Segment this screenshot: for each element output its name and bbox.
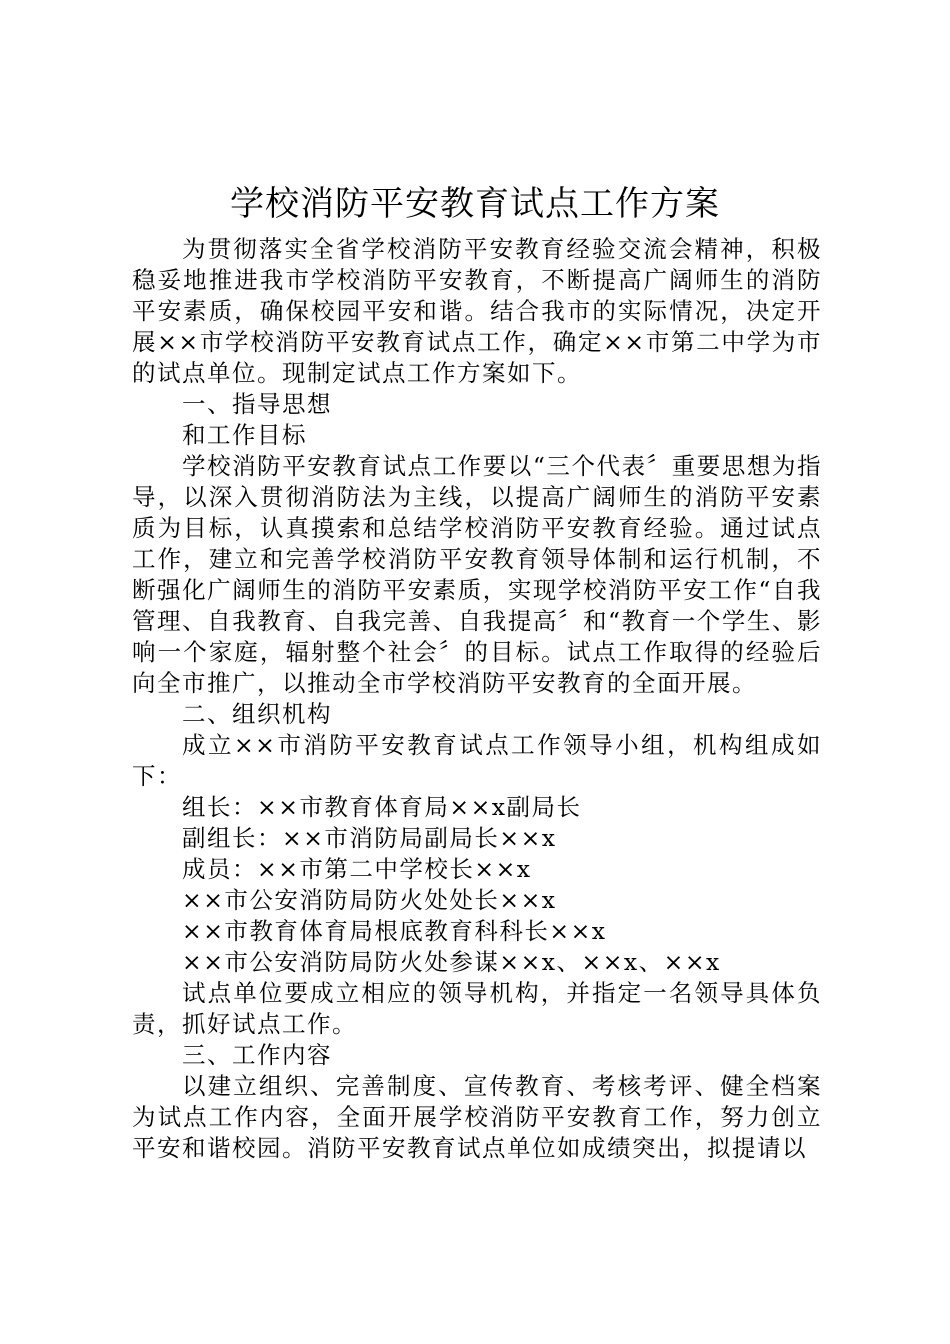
member-fire-prevention-director: ××市公安消防局防火处处长××x	[182, 886, 557, 914]
section-heading-guiding-thought: 一、指导思想	[182, 390, 332, 418]
member-leader: 组长：××市教育体育局××x副局长	[182, 793, 582, 821]
document-title: 学校消防平安教育试点工作方案	[230, 184, 720, 224]
member-basic-education-chief: ××市教育体育局根底教育科科长××x	[182, 917, 607, 945]
document-body	[132, 234, 822, 1164]
member-fire-prevention-staff: ××市公安消防局防火处参谋××x、××x、××x	[182, 948, 721, 976]
section-heading-work-content: 三、工作内容	[182, 1041, 332, 1069]
paragraph-goals: 学校消防平安教育试点工作要以“三个代表〞重要思想为指导，以深入贯彻消防法为主线，以提高广阔师生的消防平安素质为目标，认真摸索和总结学校消防平安教育经验。通过试点工作，建立和完善学校消防平安教育领导体制和运行机制，不断强化广阔师生的消防平安素质，实现学校消防平安工作“自我管理、自我教育、自我完善、自我提高〞和“教育一个学生、影响一个家庭，辐射整个社会〞的目标。试点工作取得的经验后向全市推广，以推动全市学校消防平安教育的全面开展。	[132, 452, 822, 697]
section-heading-organization: 二、组织机构	[182, 700, 332, 728]
paragraph-intro: 为贯彻落实全省学校消防平安教育经验交流会精神，积极稳妥地推进我市学校消防平安教育，不断提高广阔师生的消防平安素质，确保校园平安和谐。结合我市的实际情况，决定开展××市学校消防平安教育试点工作，确定××市第二中学为市的试点单位。现制定试点工作方案如下。	[132, 235, 822, 387]
member-members: 成员：××市第二中学校长××x	[182, 855, 532, 883]
paragraph-organization: 成立××市消防平安教育试点工作领导小组，机构组成如下：	[132, 731, 822, 790]
member-deputy-leader: 副组长：××市消防局副局长××x	[182, 824, 557, 852]
paragraph-pilot-unit: 试点单位要成立相应的领导机构，并指定一名领导具体负责，抓好试点工作。	[132, 979, 822, 1038]
section-heading-work-goals: 和工作目标	[182, 421, 307, 449]
paragraph-work-content: 以建立组织、完善制度、宣传教育、考核考评、健全档案为试点工作内容，全面开展学校消防平安教育工作，努力创立平安和谐校园。消防平安教育试点单位如成绩突出，拟提请以	[132, 1072, 822, 1162]
